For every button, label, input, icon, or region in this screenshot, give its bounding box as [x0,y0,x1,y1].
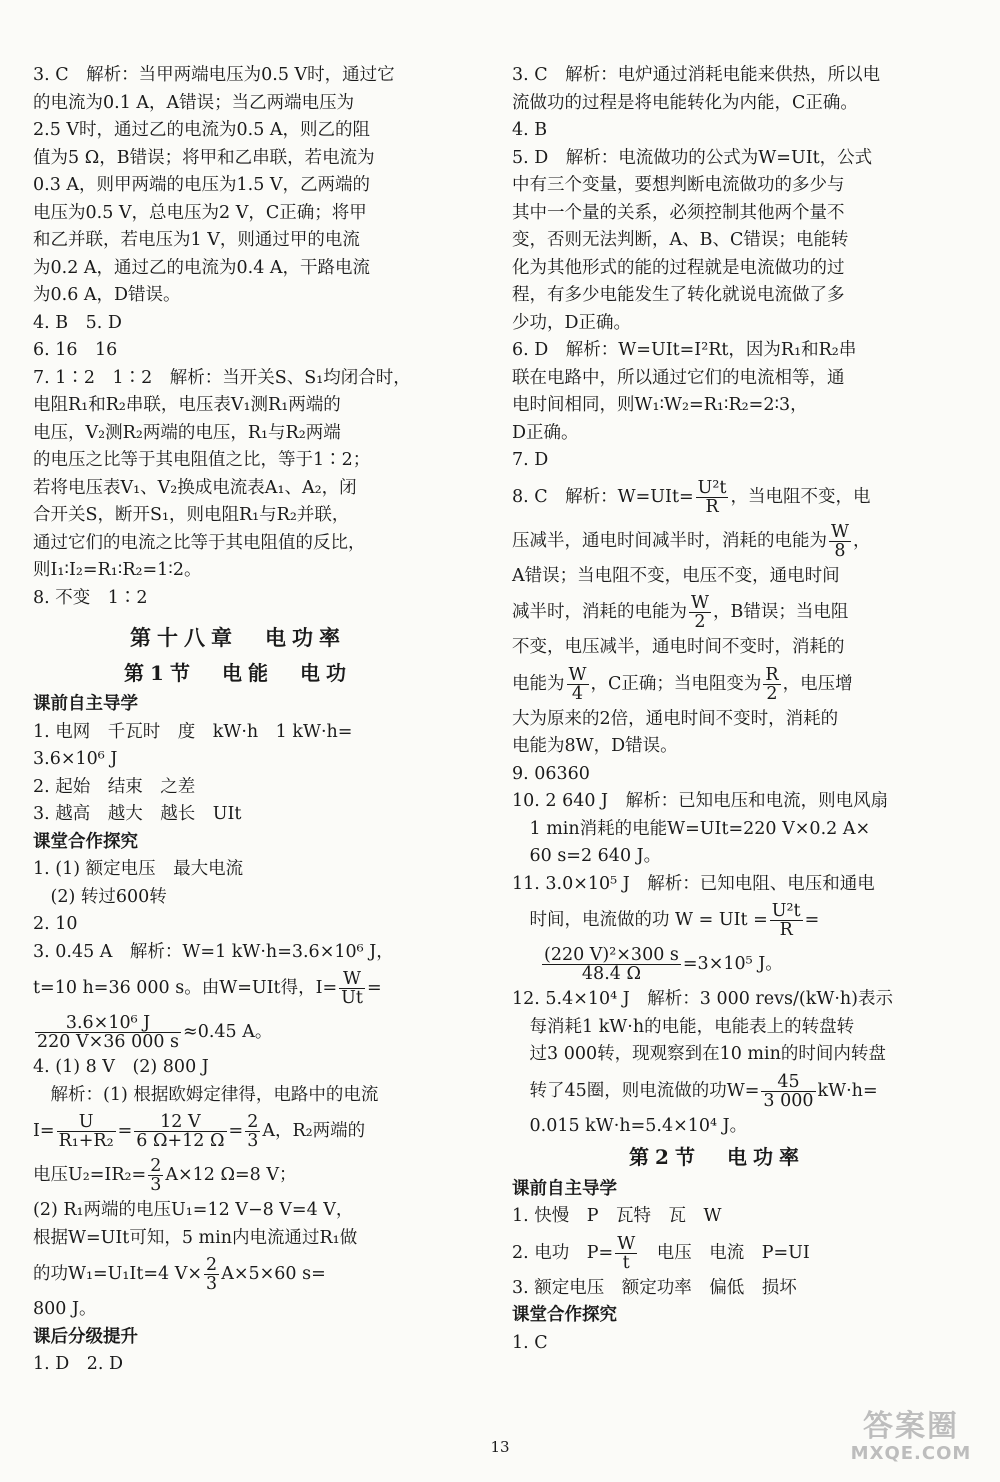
subheading-pre-study-2: 课前自主导学 [512,1178,617,1199]
text-line: 电压，V₂测R₂两端的电压，R₁与R₂两端 [33,422,341,443]
answer-4-6-block [33,310,443,365]
fraction: $\frac{2}{3}$ [150,1156,162,1195]
text-line: 电压为0.5 V，总电压为2 V，C正确；将甲 [33,202,367,223]
r8-line-f: 电能为 $\frac{W}{4}$ ，C正确；当电阻变为 $\frac{R}{2}$ ，电压增 [512,664,853,704]
fraction: $\frac{\text{(220 V)²×300 s}}{48.4 \Omega}$ [544,945,679,984]
text-line: 少功，D正确。 [512,312,632,333]
fraction: $\frac{R}{2}$ [765,664,779,704]
q4-line-e [33,1197,443,1252]
text-line: 每消耗1 kW·h的电能，电能表上的转盘转 [512,1016,855,1037]
text-line: 和乙并联，若电压为1 V，则通过甲的电流 [33,230,360,250]
c2-answer-1: 1. C [512,1332,548,1353]
text-line: 中有三个变量，要想判断电流做功的多少与 [512,175,845,195]
fraction: $\frac{W}{2}$ [691,593,709,632]
fraction: $\frac{W}{t}$ [617,1233,636,1273]
text-line: 过3 000转，现观察到在10 min的时间内转盘 [512,1044,886,1064]
q4-line-a: 4. (1) 8 V (2) 800 J [33,1057,209,1077]
text-line: 根据W=UIt可知，5 min内电流通过R₁做 [33,1227,358,1248]
text-line: 其中一个量的关系，必须控制其他两个量不 [512,202,845,223]
text-line: (2) 转过600转 [33,886,167,907]
text-line: 4. B [512,120,548,140]
r8-line-g [512,706,922,789]
fraction: $\frac{W}{Ut}$ [341,969,363,1008]
after-answers: 1. D 2. D [33,1354,124,1374]
p2-answer-3: 3. 额定电压 额定功率 偏低 损坏 [512,1277,797,1298]
text-line: 2. 起始 结束 之差 [33,776,196,797]
r12-line-d: 转了45圈，则电流做的功W= $\frac{45}{3 000}$ kW·h= [512,1071,878,1111]
r8-line-e: 不变，电压减半，通电时间不变时，消耗的 [512,637,845,657]
r-answer-12 [512,986,922,1069]
answer-3-block [33,62,443,310]
text-line: 联在电路中，所以通过它们的电流相等，通 [512,367,845,388]
text-line: 2.5 V时，通过乙的电流为0.5 A，则乙的阻 [33,120,371,140]
fraction: $\frac{12 V}{6 \Omega+12 \Omega}$ [136,1112,225,1151]
text-line: 12. 5.4×10⁴ J 解析：3 000 revs/(kW·h)表示 [512,989,893,1009]
r11-line-b: 时间，电流做的功 W = UIt = $\frac{\text{U²t}}{R}$ = [512,901,820,940]
q3-line-c: $\frac{\text{3.6×10⁶ J}}{220 V\times 36 000 s}$ ≈0.45 A。 [37,1013,273,1052]
text-line: 0.3 A，则甲两端的电压为1.5 V，乙两端的 [33,175,371,195]
subheading-after-class: 课后分级提升 [33,1326,138,1347]
subheading-pre-study: 课前自主导学 [33,694,138,714]
fraction: $\frac{W}{8}$ [831,521,849,561]
text-line: 3. C 解析：电炉通过消耗电能来供热，所以电 [512,65,881,85]
text-line: 7. D [512,450,549,470]
text-line: 4. B 5. D [33,312,122,333]
text-line: 3.6×10⁶ J [33,749,118,769]
text-line: 变，否则无法判断，A、B、C错误；电能转 [512,230,849,250]
fraction: $\frac{2}{3}$ [247,1112,259,1151]
text-line: 6. D 解析：W=UIt=I²Rt，因为R₁和R₂串 [512,340,857,360]
r-answer-6-7 [512,337,922,475]
answer-8-line: 8. 不变 1∶2 [33,587,148,608]
text-line: 3. C 解析：当甲两端电压为0.5 V时，通过它 [33,65,395,85]
text-line: 6. 16 16 [33,340,118,360]
q4-line-c: I= $\frac{U}{\text{R₁+R₂}}$ = $\frac{12 V}{6 \Omega+12 \Omega}$ = $\frac{2}{3}$ A，R₂两端的 [33,1112,366,1151]
text-line: 2. 10 [33,914,78,934]
section-2-title: 第2节 电功率 [629,1145,805,1169]
fraction: $\frac{45}{3 000}$ [763,1071,814,1111]
text-line: 则I₁∶I₂=R₁∶R₂=1∶2。 [33,560,202,580]
p2-answer-2: 2. 电功 P= $\frac{W}{t}$ 电压 电流 P=UI [512,1233,810,1273]
text-line: 11. 3.0×10⁵ J 解析：已知电阻、电压和通电 [512,873,875,894]
p2-answer-1: 1. 快慢 P 瓦特 瓦 W [512,1206,722,1226]
text-line: 合开关S，断开S₁，则电阻R₁与R₂并联， [33,505,350,525]
text-line: 为0.6 A，D错误。 [33,285,181,305]
text-line: 通过它们的电流之比等于其电阻值的反比， [33,532,366,553]
text-line: 3. 越高 越大 越长 UIt [33,804,242,824]
right-column [512,62,922,1357]
answer-7-block [33,365,443,585]
text-line: 若将电压表V₁、V₂换成电流表A₁、A₂，闭 [33,477,357,498]
fraction: $\frac{\text{U²t}}{R}$ [771,901,801,940]
subheading-class-explore-2: 课堂合作探究 [512,1305,617,1325]
q3-line-b: t=10 h=36 000 s。由W=UIt得，I= $\frac{W}{Ut}$ = [33,969,382,1008]
text-line: 1. 电网 千瓦时 度 kW·h 1 kW·h= [33,721,353,742]
q4-line-b: 解析：(1) 根据欧姆定律得，电路中的电流 [33,1084,379,1105]
text-line: 7. 1∶2 1∶2 解析：当开关S、S₁均闭合时， [33,367,411,388]
fraction: $\frac{2}{3}$ [206,1255,218,1294]
chapter-title: 第十八章 电功率 [130,625,346,650]
text-line: 9. 06360 [512,763,590,784]
r-answer-3-4 [512,62,922,145]
q4-line-g: 800 J。 [33,1299,97,1319]
watermark-line-2: MXQE.COM [850,1443,972,1464]
text-line: 1 min消耗的电能W=UIt=220 V×0.2 A× [512,818,871,839]
text-line: 化为其他形式的能的过程就是电流做功的过 [512,257,845,278]
fraction: $\frac{\text{U²t}}{R}$ [697,477,727,517]
r12-line-e: 0.015 kW·h=5.4×10⁴ J。 [512,1115,748,1136]
q4-line-d: 电压U₂=IR₂= $\frac{2}{3}$ A×12 Ω=8 V； [33,1156,297,1195]
r-answer-5 [512,145,922,338]
text-line: 5. D 解析：电流做功的公式为W=UIt，公式 [512,147,873,168]
r8-line-c: A错误；当电阻不变，电压不变，通电时间 [512,565,840,586]
text-line: D正确。 [512,422,579,443]
r-answer-10-11 [512,788,922,898]
page-number: 13 [490,1438,510,1456]
text-line: 为0.2 A，通过乙的电流为0.4 A，干路电流 [33,257,371,278]
q4-line-f: 的功W₁=U₁It=4 V× $\frac{2}{3}$ A×5×60 s= [33,1255,326,1294]
text-line: 大为原来的2倍，通电时间不变时，消耗的 [512,708,839,729]
watermark-logo [836,1410,986,1468]
q3-line-a: 3. 0.45 A 解析：W=1 kW·h=3.6×10⁶ J， [33,941,394,962]
text-line: 1. (1) 额定电压 最大电流 [33,859,244,879]
text-line: 电阻R₁和R₂串联，电压表V₁测R₁两端的 [33,395,341,415]
text-line: (2) R₁两端的电压U₁=12 V−8 V=4 V， [33,1200,354,1220]
r8-line-b: 压减半，通电时间减半时，消耗的电能为 $\frac{W}{8}$ ， [512,521,871,561]
pre-study-answers [33,719,443,829]
watermark-line-1: 答案圈 [863,1409,959,1444]
subheading-class-explore: 课堂合作探究 [33,831,138,852]
class-answers [33,856,443,939]
left-column [33,62,443,1379]
text-line: 电时间相同，则W₁∶W₂=R₁∶R₂=2∶3， [512,395,808,415]
text-line: 程，有多少电能发生了转化就说电流做了多 [512,285,845,305]
text-line: 的电流为0.1 A，A错误；当乙两端电压为 [33,92,355,113]
text-line: 电能为8W，D错误。 [512,736,678,756]
r8-line-a: 8. C 解析：W=UIt= $\frac{\text{U²t}}{R}$ ，当电阻不变，电 [512,477,871,517]
fraction: $\frac{\text{3.6×10⁶ J}}{220 V\times 36 000 s}$ [37,1013,180,1052]
text-line: 60 s=2 640 J。 [512,846,662,866]
r11-line-c: $\frac{\text{(220 V)²×300 s}}{48.4 \Omega}$ =3×10⁵ J。 [544,945,783,984]
r8-line-d: 减半时，消耗的电能为 $\frac{W}{2}$ ，B错误；当电阻 [512,593,849,632]
fraction: $\frac{U}{\text{R₁+R₂}}$ [58,1112,114,1151]
text-line: 值为5 Ω，B错误；将甲和乙串联，若电流为 [33,147,375,168]
text-line: 的电压之比等于其电阻值之比，等于1∶2； [33,450,371,470]
text-line: 10. 2 640 J 解析：已知电压和电流，则电风扇 [512,791,889,811]
text-line: 流做功的过程是将电能转化为内能，C正确。 [512,92,858,113]
section-1-title: 第1节 电能 电功 [124,660,352,685]
fraction: $\frac{W}{4}$ [568,664,587,704]
